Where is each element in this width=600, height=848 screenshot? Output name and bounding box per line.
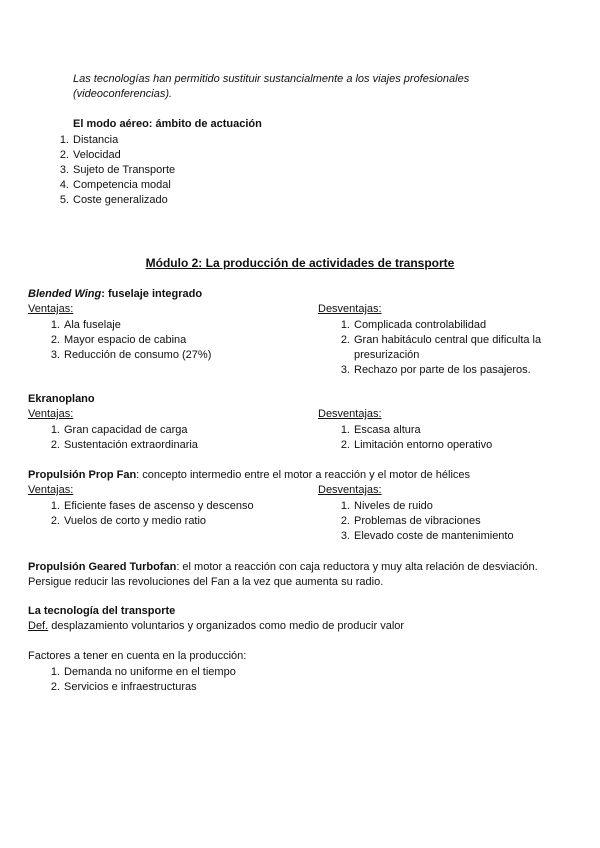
list-item: 3. Reducción de consumo (27%) [50,349,212,361]
list-item: 2. Limitación entorno operativo [340,439,493,451]
geared-paragraph: Propulsión Geared Turbofan: el motor a reacción con caja reductora y muy alta relación de desviación. Persigue reducir las revoluciones del Fan a la vez que aumenta su radio. [28,561,538,588]
ekranoplano-dis-label: Desventajas: [318,408,382,420]
ekranoplano-heading: Ekranoplano [28,393,95,405]
list-item: 1. Demanda no uniforme en el tiempo [50,666,236,678]
list-item: 4. Competencia modal [59,179,171,191]
propfan-heading-line: Propulsión Prop Fan: concepto intermedio entre el motor a reacción y el motor de hélices [28,469,471,481]
module-title: Módulo 2: La producción de actividades de transporte [145,256,455,270]
blended-dis-label: Desventajas: [318,303,382,315]
list-item: 3. Sujeto de Transporte [59,164,176,176]
blended-dis-list [340,318,554,378]
list-item: 2. Sustentación extraordinaria [50,439,198,451]
list-item: 1. Escasa altura [340,424,421,436]
propfan-dis-list [340,499,554,544]
factors-intro: Factores a tener en cuenta en la producción: [28,650,247,662]
blended-adv-label: Ventajas: [28,303,74,315]
list-item: 1. Eficiente fases de ascenso y descenso [50,500,254,512]
air-mode-list [59,133,176,208]
list-item: 2. Velocidad [59,149,121,161]
list-item: 2. Vuelos de corto y medio ratio [50,515,207,527]
tech-definition: Def. desplazamiento voluntarios y organizados como medio de producir valor [28,620,405,632]
propfan-adv-label: Ventajas: [28,484,74,496]
tech-heading: La tecnología del transporte [28,605,176,617]
ekranoplano-adv-label: Ventajas: [28,408,74,420]
list-item: 1. Ala fuselaje [50,319,121,331]
ekranoplano-adv-list [50,423,198,453]
intro-paragraph: Las tecnologías han permitido sustituir sustancialmente a los viajes profesionales (videoconferencias). [73,73,470,100]
list-item: 5. Coste generalizado [59,194,168,206]
list-item: 1. Niveles de ruido [340,500,433,512]
list-item: 1. Complicada controlabilidad [340,319,487,331]
list-item: 3. Rechazo por parte de los pasajeros. [340,364,531,376]
list-item: 2. Servicios e infraestructuras [50,681,197,693]
factors-list [50,665,236,695]
blended-adv-list [50,318,212,363]
air-mode-heading: El modo aéreo: ámbito de actuación [73,118,262,130]
propfan-dis-label: Desventajas: [318,484,382,496]
blended-heading: Blended Wing: fuselaje integrado [28,288,203,300]
list-item: 2. Gran habitáculo central que dificulta la presurización [340,334,542,361]
ekranoplano-dis-list [340,423,554,453]
list-item: 2. Problemas de vibraciones [340,515,481,527]
list-item: 3. Elevado coste de mantenimiento [340,530,514,542]
list-item: 1. Distancia [59,134,119,146]
list-item: 2. Mayor espacio de cabina [50,334,187,346]
propfan-adv-list [50,499,254,529]
list-item: 1. Gran capacidad de carga [50,424,188,436]
